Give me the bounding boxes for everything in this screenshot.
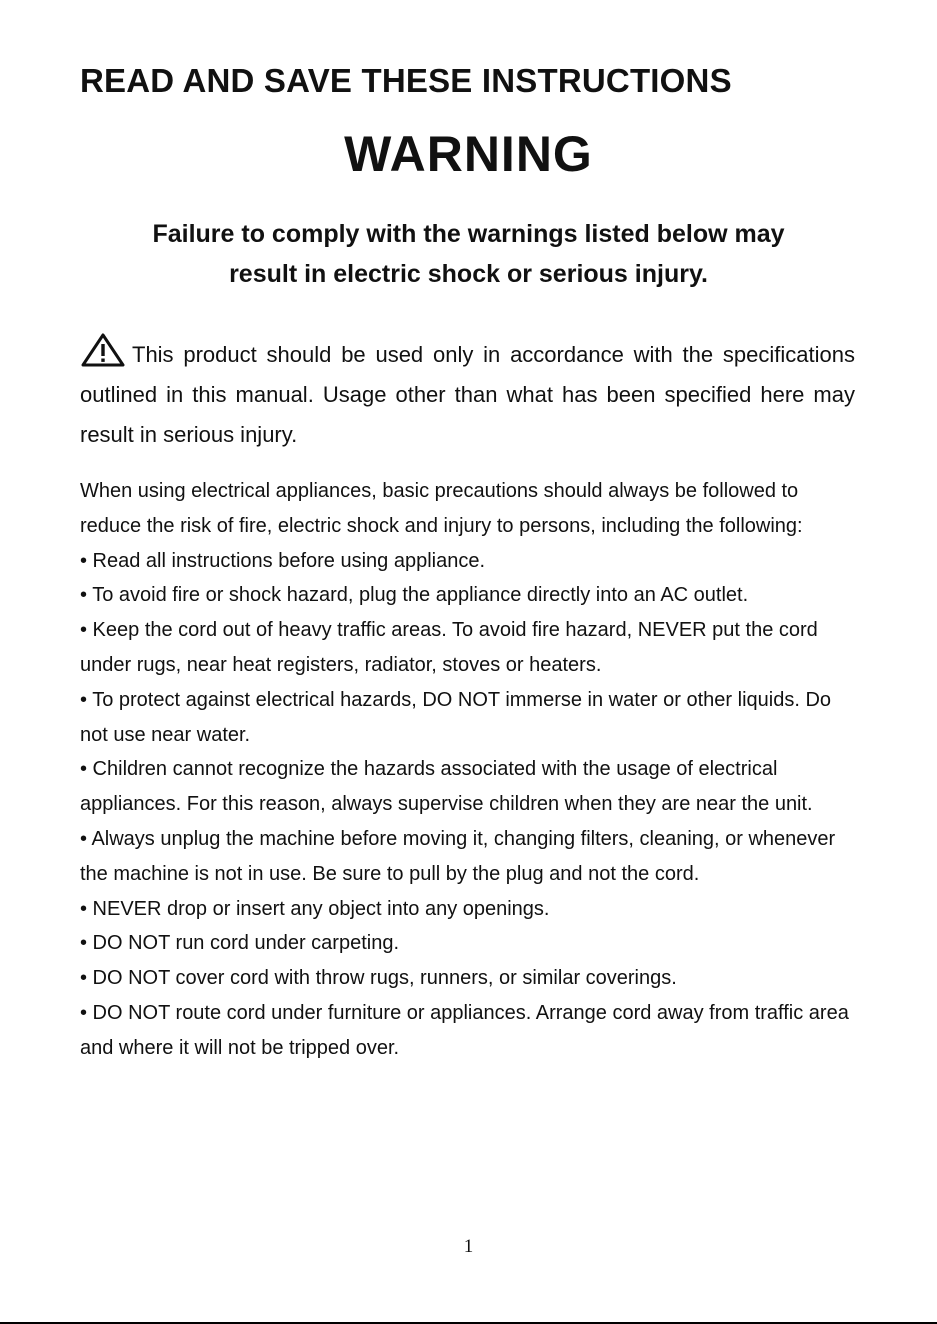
bullet-item: • NEVER drop or insert any object into any openings. [80,897,550,920]
instructions-heading: READ AND SAVE THESE INSTRUCTIONS [80,62,732,99]
warning-subtitle [80,214,857,294]
bullet-item: • Children cannot recognize the hazards associated with the usage of electrical appliances. For this reason, always supervise children when they are near the unit. [80,758,813,816]
precautions-intro: When using electrical appliances, basic precautions should always be followed to reduce the risk of fire, electric shock and injury to persons, including the following: [80,480,803,537]
warning-subtitle-line-2: result in electric shock or serious injury. [229,260,708,288]
bullet-item: • To avoid fire or shock hazard, plug the appliance directly into an AC outlet. [80,584,749,607]
bullet-item: • DO NOT cover cord with throw rugs, runners, or similar coverings. [80,967,677,990]
warning-triangle-icon [80,332,126,368]
warning-subtitle-line-1: Failure to comply with the warnings listed below may [152,220,785,248]
precautions-section [80,474,855,1066]
bullet-item: • Read all instructions before using appliance. [80,549,486,572]
bullet-item: • DO NOT run cord under carpeting. [80,932,399,955]
page-number: 1 [463,1236,474,1257]
caution-text: This product should be used only in accordance with the specifications outlined in this manual. Usage other than what has been specified here may result in serious injury. [80,342,855,447]
bullet-item: • DO NOT route cord under furniture or appliances. Arrange cord away from traffic area and where it will not be tripped over. [80,1001,849,1059]
warning-title: WARNING [344,126,593,182]
bullet-item: • Always unplug the machine before moving it, changing filters, cleaning, or whenever the machine is not in use. Be sure to pull by the plug and not the cord. [80,827,836,885]
bullet-item: • Keep the cord out of heavy traffic areas. To avoid fire hazard, NEVER put the cord under rugs, near heat registers, radiator, stoves or heaters. [80,619,818,676]
bullet-item: • To protect against electrical hazards, DO NOT immerse in water or other liquids. Do not use near water. [80,688,832,746]
caution-paragraph [80,332,855,455]
